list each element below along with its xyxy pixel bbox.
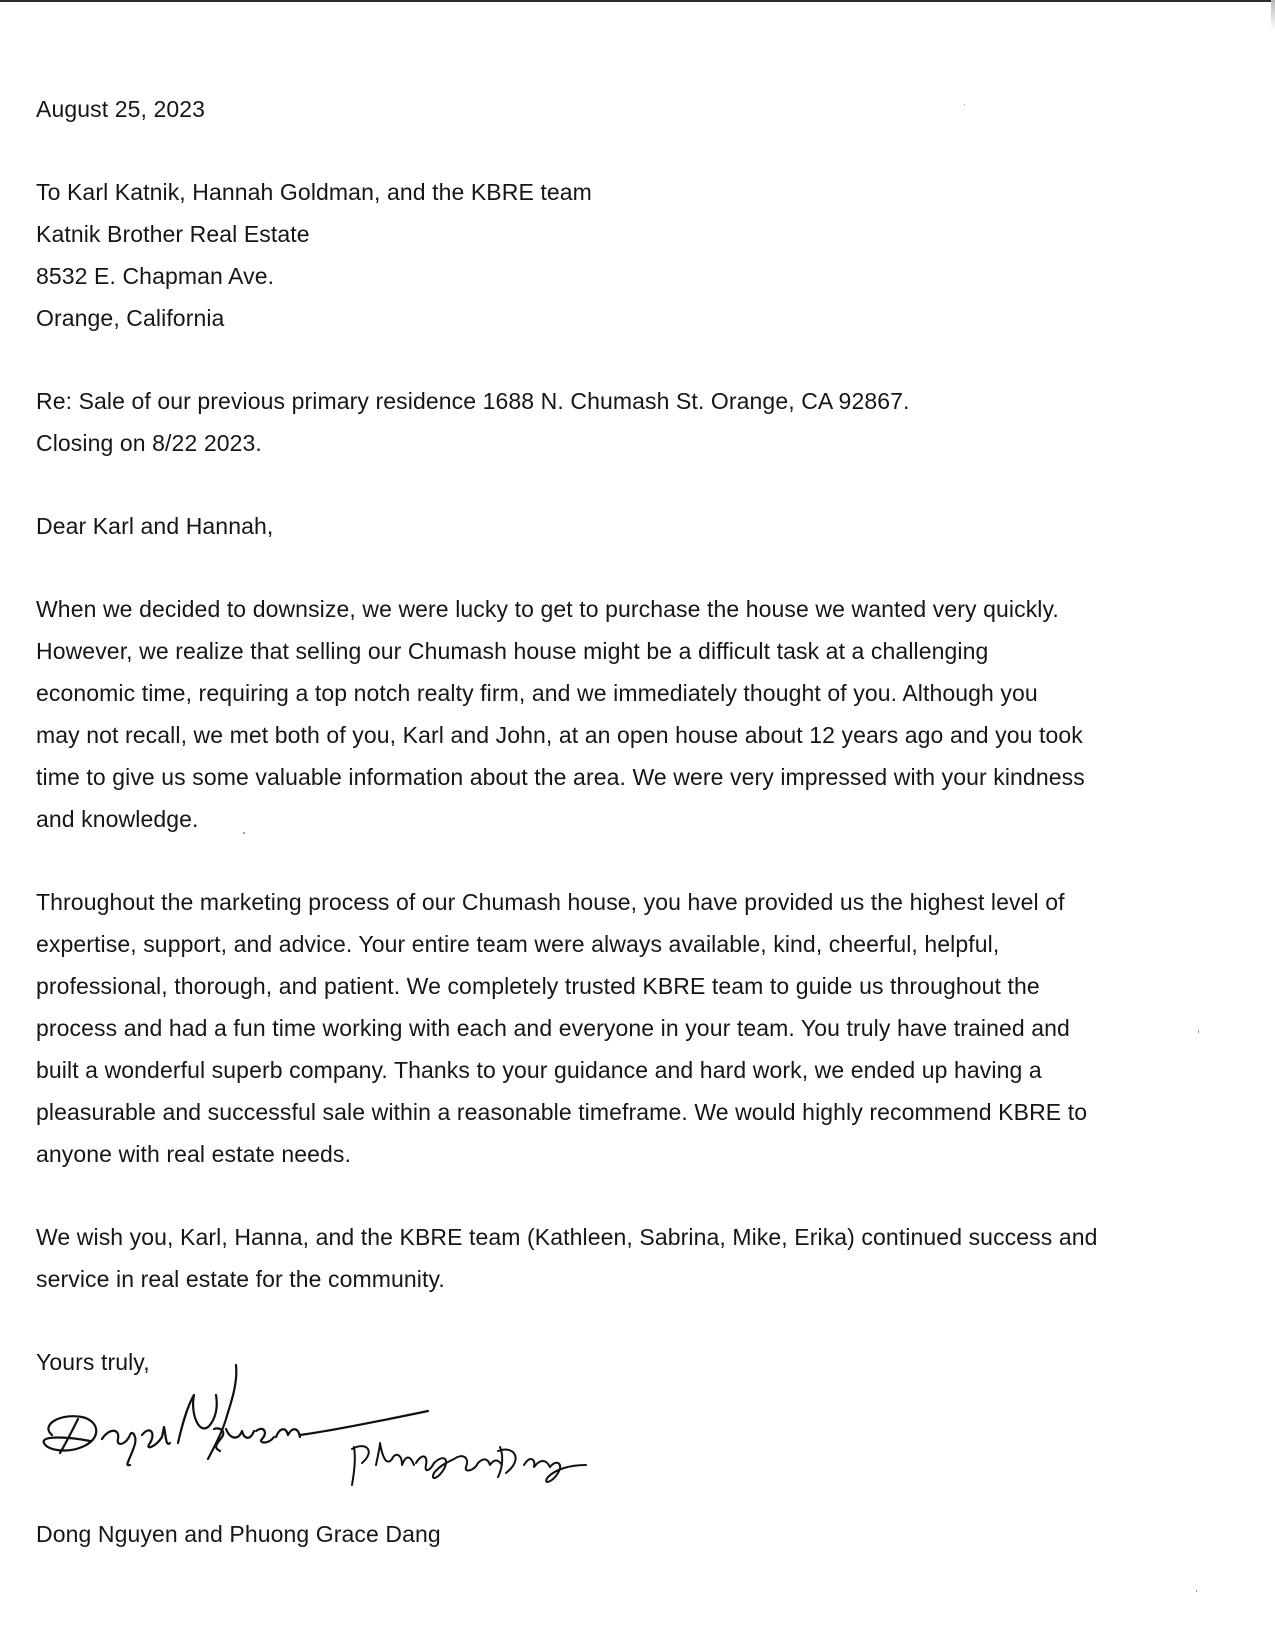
paragraph-line: and knowledge. [36, 806, 199, 832]
signature-dong-nguyen [44, 1365, 428, 1465]
letter-date: August 25, 2023 [36, 96, 206, 122]
closing: Yours truly, [36, 1349, 150, 1375]
paragraph-line: economic time, requiring a top notch realty firm, and we immediately thought of you. Although you [36, 680, 1038, 706]
scan-top-edge [0, 0, 1275, 2]
paragraph-line: We wish you, Karl, Hanna, and the KBRE team (Kathleen, Sabrina, Mike, Erika) continued success and [36, 1224, 1098, 1250]
paragraph-line: built a wonderful superb company. Thanks to your guidance and hard work, we ended up having a [36, 1057, 1042, 1083]
letter-body [36, 88, 1246, 1555]
scan-speck [1196, 1590, 1197, 1592]
paragraph-1 [36, 588, 1246, 840]
paragraph-line: professional, thorough, and patient. We completely trusted KBRE team to guide us throughout the [36, 973, 1040, 999]
recipient-line: 8532 E. Chapman Ave. [36, 263, 275, 289]
handwritten-signatures [30, 1355, 650, 1525]
signatories-names: Dong Nguyen and Phuong Grace Dang [36, 1521, 441, 1547]
subject-line: Re: Sale of our previous primary residence 1688 N. Chumash St. Orange, CA 92867. [36, 388, 910, 414]
scan-speck [243, 832, 245, 834]
paragraph-line: process and had a fun time working with each and everyone in your team. You truly have trained and [36, 1015, 1070, 1041]
salutation: Dear Karl and Hannah, [36, 513, 274, 539]
scan-speck [964, 104, 965, 105]
subject-line: Closing on 8/22 2023. [36, 430, 262, 456]
paragraph-line: expertise, support, and advice. Your entire team were always available, kind, cheerful, helpful, [36, 931, 1000, 957]
paragraph-line: may not recall, we met both of you, Karl and John, at an open house about 12 years ago and you took [36, 722, 1083, 748]
recipient-line: Katnik Brother Real Estate [36, 221, 310, 247]
paragraph-line: service in real estate for the community. [36, 1266, 445, 1292]
recipient-line: Orange, California [36, 305, 225, 331]
paragraph-line: When we decided to downsize, we were lucky to get to purchase the house we wanted very quickly. [36, 596, 1059, 622]
paragraph-line: pleasurable and successful sale within a reasonable timeframe. We would highly recommend KBRE to [36, 1099, 1088, 1125]
scan-speck [1198, 1030, 1199, 1033]
paragraph-line: Throughout the marketing process of our Chumash house, you have provided us the highest level of [36, 889, 1065, 915]
scan-right-edge [1271, 0, 1275, 30]
signature-area [36, 1383, 736, 1513]
paragraph-3 [36, 1216, 1246, 1300]
recipient-block [36, 171, 1246, 339]
subject-block [36, 380, 1246, 464]
paragraph-2 [36, 881, 1246, 1175]
recipient-line: To Karl Katnik, Hannah Goldman, and the KBRE team [36, 179, 592, 205]
paragraph-line: time to give us some valuable information about the area. We were very impressed with your kindness [36, 764, 1085, 790]
paragraph-line: However, we realize that selling our Chumash house might be a difficult task at a challenging [36, 638, 989, 664]
signature-phuong-grace-dang [352, 1443, 586, 1485]
paragraph-line: anyone with real estate needs. [36, 1141, 351, 1167]
